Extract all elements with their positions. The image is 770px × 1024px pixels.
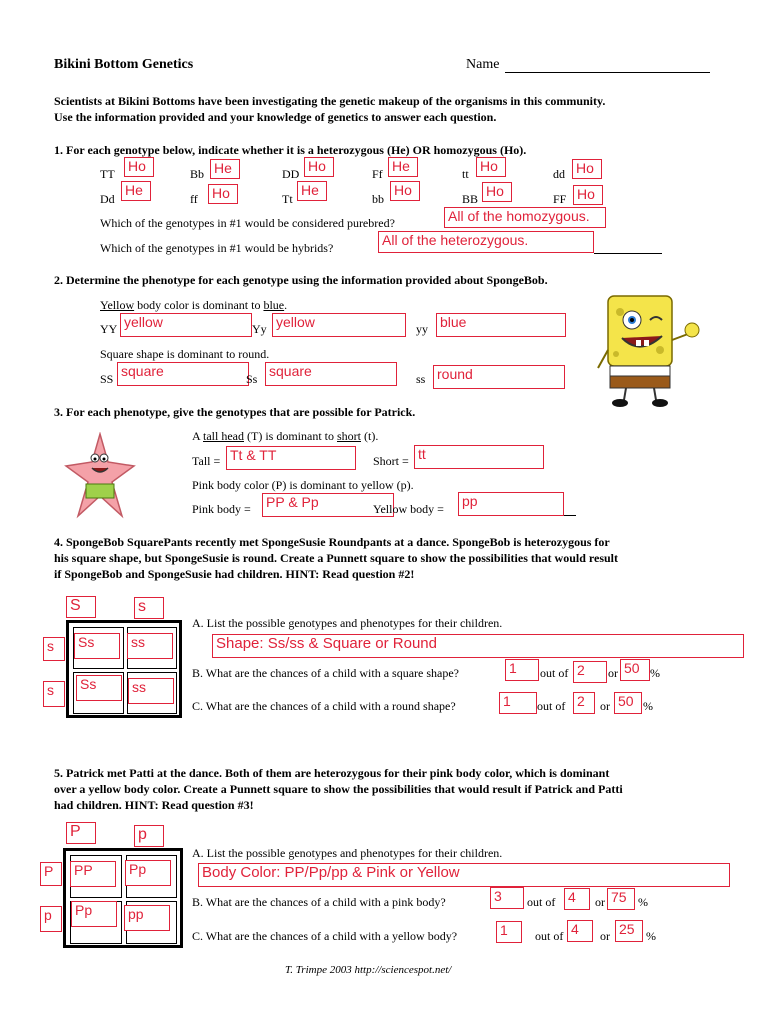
- yellow-answer[interactable]: pp: [458, 492, 564, 516]
- genotype-answer[interactable]: Ho: [208, 184, 238, 204]
- punnett-allele-side[interactable]: s: [43, 681, 65, 707]
- phenotype-answer[interactable]: yellow: [120, 313, 252, 337]
- phenotype-answer[interactable]: square: [265, 362, 397, 386]
- q4-c-percent[interactable]: 50: [614, 692, 642, 714]
- q4-b-percent[interactable]: 50: [620, 659, 650, 681]
- q3-rule-1: A tall head (T) is dominant to short (t).: [192, 429, 379, 443]
- q4-a-question: A. List the possible genotypes and phenotypes for their children.: [192, 616, 503, 630]
- q4-c-numerator[interactable]: 1: [499, 692, 537, 714]
- punnett-cell-answer[interactable]: ss: [128, 678, 174, 704]
- out-of-label: out of: [527, 895, 556, 909]
- hybrid-line: [594, 253, 662, 254]
- genotype-answer[interactable]: Ho: [304, 157, 334, 177]
- punnett-allele-side[interactable]: s: [43, 637, 65, 661]
- tall-answer[interactable]: Tt & TT: [226, 446, 356, 470]
- q5-a-question: A. List the possible genotypes and phenotypes for their children.: [192, 846, 503, 860]
- genotype-label: ss: [416, 372, 426, 386]
- genotype-label: DD: [282, 167, 300, 181]
- punnett-cell-answer[interactable]: Ss: [74, 633, 120, 659]
- q2-prompt: 2. Determine the phenotype for each genotype using the information provided about SpongeBob.: [54, 273, 548, 287]
- q5-c-denominator[interactable]: 4: [567, 920, 593, 942]
- q4-b-denominator[interactable]: 2: [573, 661, 607, 683]
- genotype-label: YY: [100, 322, 118, 336]
- punnett-cell-answer[interactable]: PP: [70, 861, 116, 887]
- genotype-answer[interactable]: Ho: [476, 157, 506, 177]
- short-answer[interactable]: tt: [414, 445, 544, 469]
- q1-prompt: 1. For each genotype below, indicate whether it is a heterozygous (He) OR homozygous (Ho).: [54, 143, 527, 157]
- hybrid-answer[interactable]: All of the heterozygous.: [378, 231, 594, 253]
- purebred-answer[interactable]: All of the homozygous.: [444, 207, 606, 228]
- percent-sign: %: [646, 929, 656, 943]
- footer-credit: T. Trimpe 2003 http://sciencespot.net/: [285, 964, 452, 976]
- q5-b-denominator[interactable]: 4: [564, 888, 590, 910]
- q5-b-numerator[interactable]: 3: [490, 887, 524, 909]
- genotype-answer[interactable]: He: [121, 181, 151, 201]
- pink-label: Pink body =: [192, 502, 251, 516]
- genotype-answer[interactable]: Ho: [572, 159, 602, 179]
- genotype-label: BB: [462, 192, 479, 206]
- percent-sign: %: [650, 666, 660, 680]
- punnett-cell-answer[interactable]: pp: [124, 905, 170, 931]
- genotype-answer[interactable]: Ho: [482, 182, 512, 202]
- phenotype-answer[interactable]: yellow: [272, 313, 406, 337]
- punnett-cell-answer[interactable]: ss: [127, 633, 173, 659]
- worksheet-title: Bikini Bottom Genetics: [54, 57, 194, 72]
- pink-answer[interactable]: PP & Pp: [262, 493, 394, 517]
- spongebob-illustration: [592, 290, 704, 410]
- punnett-cell-answer[interactable]: Pp: [71, 901, 117, 927]
- q4-prompt-line-2: his square shape, but SpongeSusie is round. Create a Punnett square to show the possibilities that would result: [54, 551, 618, 565]
- or-label: or: [608, 666, 618, 680]
- genotype-label: Ss: [246, 372, 258, 386]
- purebred-question: Which of the genotypes in #1 would be considered purebred?: [100, 216, 395, 230]
- q4-c-denominator[interactable]: 2: [573, 692, 595, 714]
- punnett-allele-side[interactable]: p: [40, 906, 62, 932]
- genotype-label: Dd: [100, 192, 115, 206]
- q5-prompt-line-1: 5. Patrick met Patti at the dance. Both of them are heterozygous for their pink body color, which is dominant: [54, 766, 610, 780]
- punnett-allele-top[interactable]: p: [134, 825, 164, 847]
- intro-line-2: Use the information provided and your knowledge of genetics to answer each question.: [54, 110, 497, 124]
- q2-rule-2: Square shape is dominant to round.: [100, 347, 270, 361]
- genotype-answer[interactable]: He: [388, 157, 418, 177]
- q5-c-question: C. What are the chances of a child with a yellow body?: [192, 929, 458, 943]
- q5-c-percent[interactable]: 25: [615, 920, 643, 942]
- q4-a-answer[interactable]: Shape: Ss/ss & Square or Round: [212, 634, 744, 658]
- q5-b-question: B. What are the chances of a child with a pink body?: [192, 895, 446, 909]
- intro-line-1: Scientists at Bikini Bottoms have been investigating the genetic makeup of the organisms in this community.: [54, 94, 606, 108]
- phenotype-answer[interactable]: round: [433, 365, 565, 389]
- or-label: or: [600, 699, 610, 713]
- patrick-illustration: [64, 432, 136, 520]
- q5-prompt-line-2: over a yellow body color. Create a Punnett square to show the possibilities that would result if Patrick and Patti: [54, 782, 623, 796]
- q4-prompt-line-3: if SpongeBob and SpongeSusie had children. HINT: Read question #2!: [54, 567, 415, 581]
- punnett-allele-top[interactable]: S: [66, 596, 96, 618]
- tall-label: Tall =: [192, 454, 221, 468]
- q2-rule-1: Yellow body color is dominant to blue.: [100, 298, 288, 312]
- q3-prompt: 3. For each phenotype, give the genotypes that are possible for Patrick.: [54, 405, 416, 419]
- or-label: or: [600, 929, 610, 943]
- phenotype-answer[interactable]: square: [117, 362, 249, 386]
- yellow-line: [564, 515, 576, 516]
- genotype-label: dd: [553, 167, 565, 181]
- yellow-label: Yellow body =: [373, 502, 444, 516]
- phenotype-answer[interactable]: blue: [436, 313, 566, 337]
- out-of-label: out of: [540, 666, 569, 680]
- percent-sign: %: [643, 699, 653, 713]
- genotype-label: SS: [100, 372, 114, 386]
- q4-b-question: B. What are the chances of a child with a square shape?: [192, 666, 459, 680]
- q4-prompt-line-1: 4. SpongeBob SquarePants recently met SpongeSusie Roundpants at a dance. SpongeBob is heterozygous for: [54, 535, 610, 549]
- q4-b-numerator[interactable]: 1: [505, 659, 539, 681]
- q4-c-question: C. What are the chances of a child with a round shape?: [192, 699, 456, 713]
- genotype-answer[interactable]: Ho: [124, 157, 154, 177]
- genotype-label: bb: [372, 192, 384, 206]
- genotype-label: yy: [416, 322, 428, 336]
- q5-prompt-line-3: had children. HINT: Read question #3!: [54, 798, 254, 812]
- punnett-allele-top[interactable]: s: [134, 597, 164, 619]
- genotype-label: Bb: [190, 167, 205, 181]
- hybrid-question: Which of the genotypes in #1 would be hybrids?: [100, 241, 334, 255]
- out-of-label: out of: [537, 699, 566, 713]
- q5-b-percent[interactable]: 75: [607, 888, 635, 910]
- punnett-cell-answer[interactable]: Pp: [125, 860, 171, 886]
- genotype-label: tt: [462, 167, 469, 181]
- q5-c-numerator[interactable]: 1: [496, 921, 522, 943]
- punnett-cell-answer[interactable]: Ss: [76, 675, 122, 701]
- name-label: Name: [466, 57, 500, 72]
- genotype-label: Ff: [372, 167, 383, 181]
- punnett-allele-top[interactable]: P: [66, 822, 96, 844]
- punnett-allele-side[interactable]: P: [40, 862, 62, 886]
- name-line[interactable]: [505, 72, 710, 73]
- genotype-label: FF: [553, 192, 567, 206]
- q3-rule-2: Pink body color (P) is dominant to yellow (p).: [192, 478, 414, 492]
- genotype-answer[interactable]: Ho: [390, 181, 420, 201]
- genotype-answer[interactable]: He: [297, 181, 327, 201]
- genotype-answer[interactable]: Ho: [573, 185, 603, 205]
- genotype-label: ff: [190, 192, 198, 206]
- percent-sign: %: [638, 895, 648, 909]
- q5-a-answer[interactable]: Body Color: PP/Pp/pp & Pink or Yellow: [198, 863, 730, 887]
- genotype-label: Tt: [282, 192, 293, 206]
- short-label: Short =: [373, 454, 409, 468]
- or-label: or: [595, 895, 605, 909]
- genotype-label: Yy: [252, 322, 267, 336]
- genotype-answer[interactable]: He: [210, 159, 240, 179]
- out-of-label: out of: [535, 929, 564, 943]
- genotype-label: TT: [100, 167, 115, 181]
